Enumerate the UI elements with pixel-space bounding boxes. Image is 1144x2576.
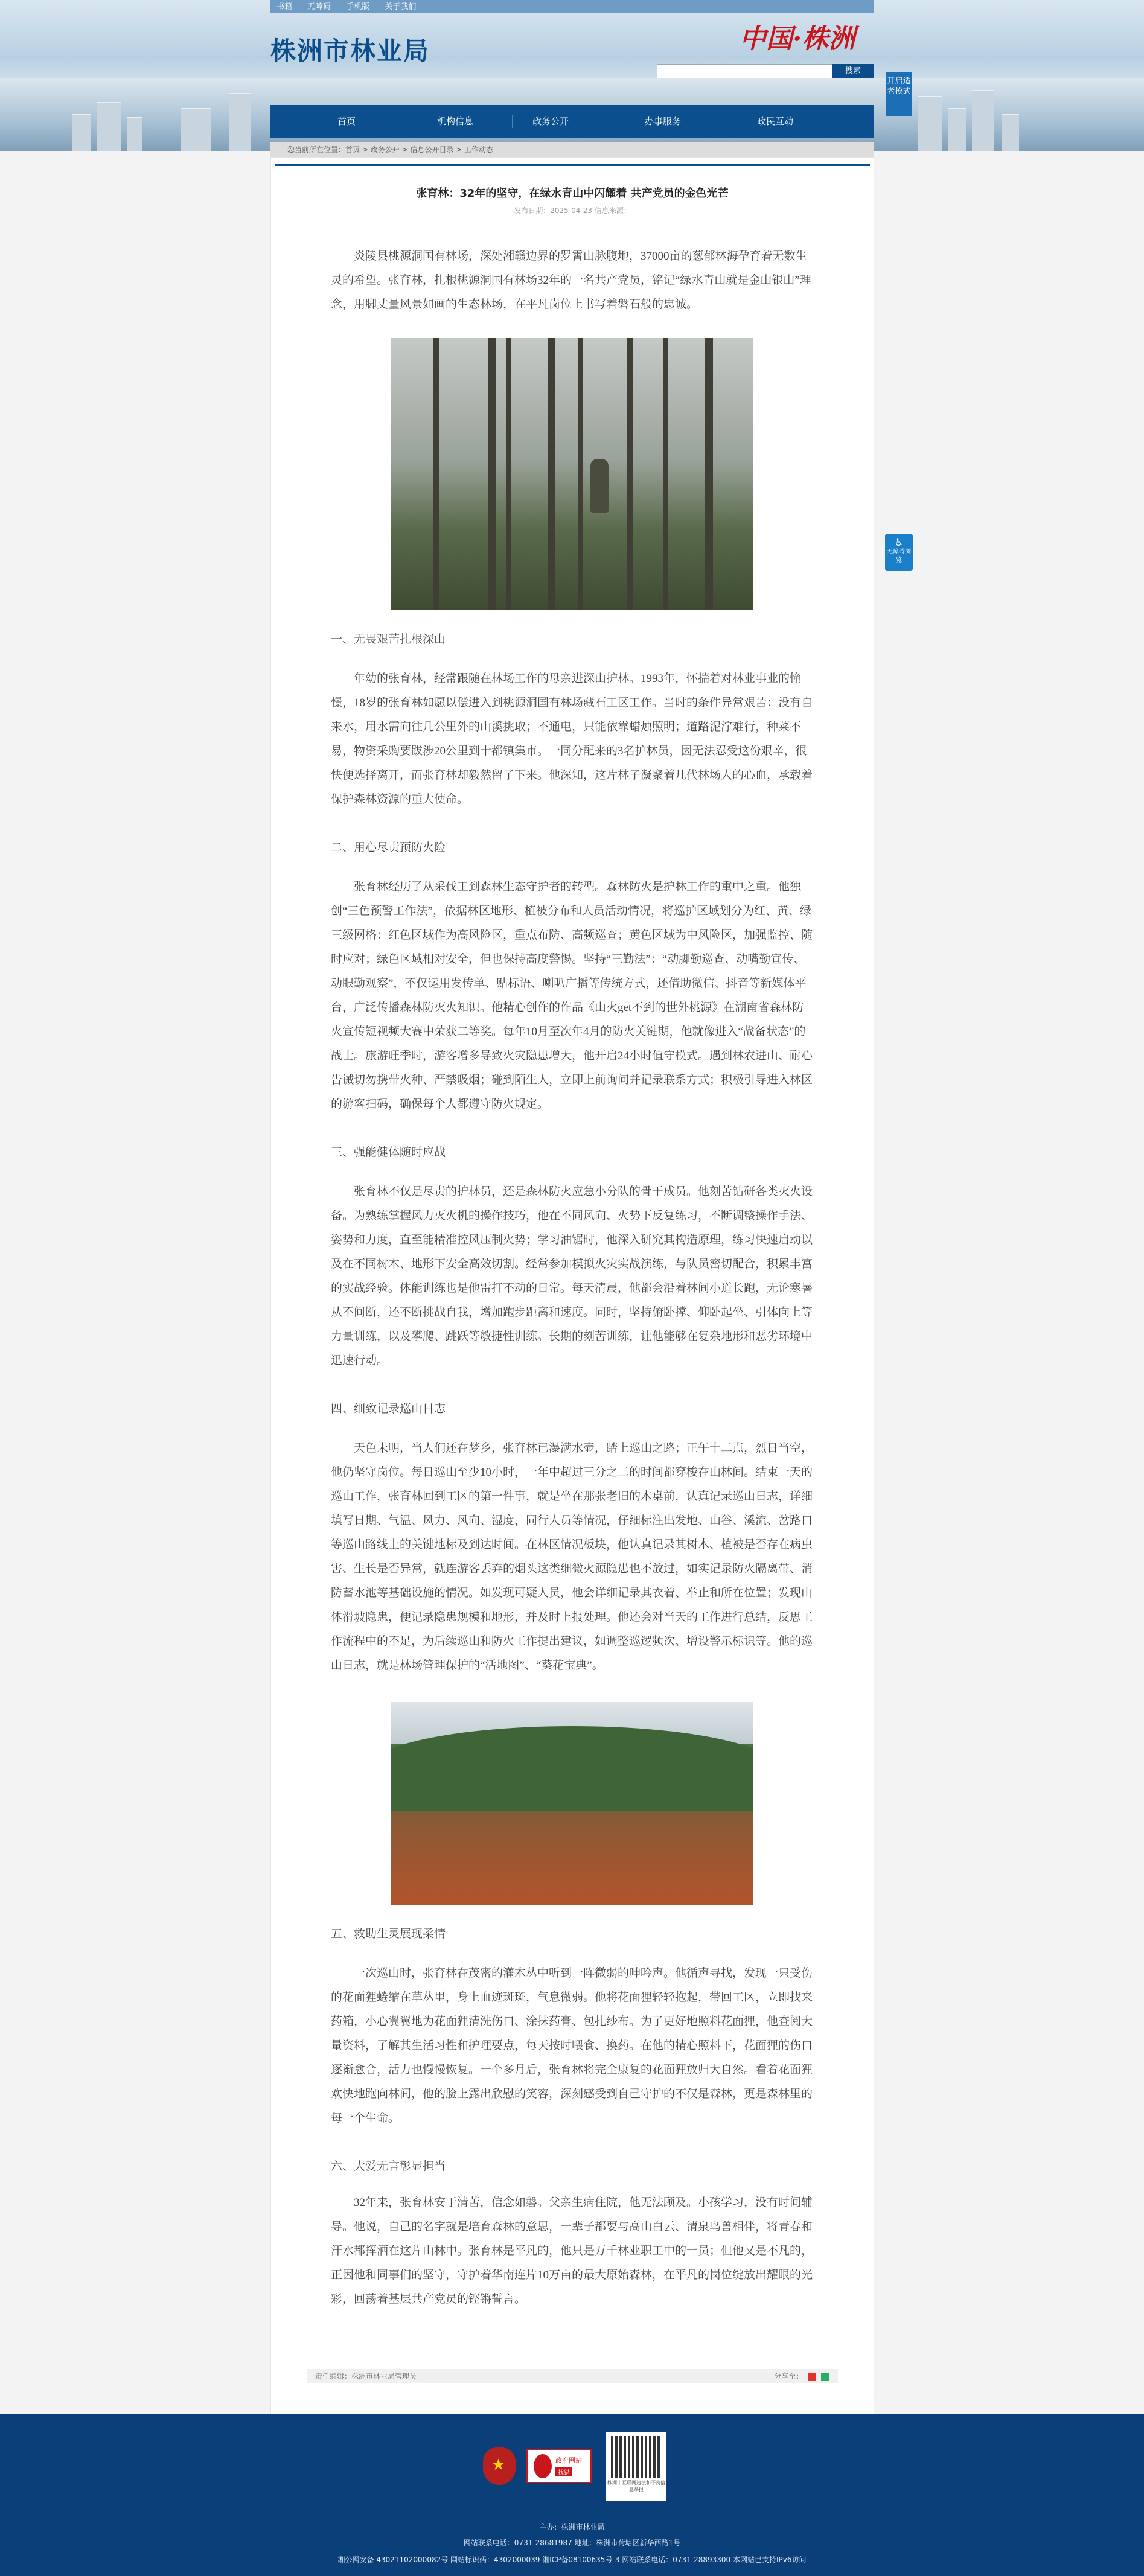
section-body: 天色未明，当人们还在梦乡，张育林已瀑满水壶，踏上巡山之路；正午十二点，烈日当空，他仍坚守岗位。每日巡山至少10小时，一年中超过三分之二的时间都穿梭在山林间。结束一天的巡山工作，张育林回到工区的第一件事，就是坐在那张老旧的木桌前，认真记录巡山日志，详细填写日期、气温、风力、风向、湿度，同行人员等情况，仔细标注出发地、山谷、溪流、岔路口等巡山路线上的关键地标及到达时间。在林区情况板块，他认真记录其树木、植被是否存在病虫害、生长是否异常，就连游客丢弃的烟头这类细微火源隐患也不放过，如实记录防火隔离带、消防蓄水池等基础设施的情况。如发现可疑人员，他会详细记录其衣着、举止和所在位置；发现山体滑坡隐患，便记录隐患规模和地形，并及时上报处理。他还会对当天的工作进行总结，反思工作流程中的不足，为后续巡山和防火工作提出建议，如调整巡逻频次、增设警示标识等。他的巡山日志，就是林场管理保护的“活地图”、“葵花宝典”。 [331, 1442, 813, 1672]
section-heading: 一、无畏艰苦扎根深山 [331, 633, 446, 646]
weibo-icon[interactable] [808, 2373, 816, 2381]
section-heading: 四、细致记录巡山日志 [331, 1403, 446, 1415]
top-link[interactable]: 关于我们 [385, 2, 417, 11]
section-heading: 五、救助生灵展现柔情 [331, 1928, 446, 1940]
footer-host: 主办：株洲市林业局 [539, 2523, 605, 2531]
article-meta: 发布日期：2025-04-23 信息来源： [514, 206, 631, 215]
footer-record[interactable]: 湘公网安备 43021102000082号 网站标识码：4302000039 湘ICP备08100635号-3 网站联系电话：0731-28893300 本网站已支持IPv6访问 [337, 2555, 807, 2564]
gov-badge-icon [534, 2454, 552, 2478]
gov-badge-sublabel: 找错 [555, 2467, 572, 2476]
article-title: 张育林：32年的坚守，在绿水青山中闪耀着 共产党员的金色光芒 [416, 187, 729, 200]
article-intro: 炎陵县桃源洞国有林场，深处湘赣边界的罗霄山脉腹地，37000亩的葱郁林海孕育着无数生灵的希望。张育林，扎根桃源洞国有林场32年的一名共产党员，铭记“绿水青山就是金山银山”理念，用脚丈量风景如画的生态林场，在平凡岗位上书写着磐石般的忠诚。 [331, 250, 811, 311]
report-qr-code[interactable] [606, 2432, 666, 2501]
breadcrumb-text[interactable]: 您当前所在位置：首页 > 政务公开 > 信息公开目录 > 工作动态 [287, 145, 494, 154]
nav-item-interaction[interactable]: 政民互动 [756, 116, 793, 127]
footer-contact: 网站联系电话：0731-28681987 地址：株洲市荷塘区新华西路1号 [463, 2539, 681, 2547]
wechat-icon[interactable] [821, 2373, 829, 2381]
section-heading: 三、强能健体随时应战 [331, 1146, 446, 1159]
search-input[interactable] [657, 64, 833, 80]
accessibility-badge[interactable] [885, 534, 913, 571]
forest-photo [391, 338, 753, 610]
section-body: 张育林经历了从采伐工到森林生态守护者的转型。森林防火是护林工作的重中之重。他独创“三色预警工作法”，依据林区地形、植被分布和人员活动情况，将巡护区域划分为红、黄、绿三级网格：红色区域作为高风险区，重点布防、高频巡查；黄色区域为中风险区，加强监控、随时应对；绿色区域相对安全，但也保持高度警惕。坚持“三勤法”：“动脚勤巡查、动嘴勤宣传、动眼勤观察”，不仅运用发传单、贴标语、喇叭广播等传统方式，还借助微信、抖音等新媒体平台，广泛传播森林防灭火知识。他精心创作的作品《山火get不到的世外桃源》在湖南省森林防火宣传短视频大赛中荣获二等奖。每年10月至次年4月的防火关键期，他就像进入“战备状态”的战士。旅游旺季时，游客增多导致火灾隐患增大，他开启24小时值守模式。遇到林农进山、耐心告诫切勿携带火种、严禁吸烟；碰到陌生人，立即上前询问并记录联系方式；积极引导进入林区的游客扫码，确保每个人都遵守防火规定。 [331, 881, 813, 1111]
section-heading: 六、大爱无言彰显担当 [331, 2160, 446, 2173]
share-label: 分享至： [774, 2372, 804, 2380]
section-heading: 二、用心尽责预防火险 [331, 841, 446, 854]
editor-label: 责任编辑：株洲市林业局管理员 [315, 2372, 417, 2380]
main-nav [270, 105, 874, 138]
editor-bar [307, 2369, 838, 2383]
qr-caption: 株洲市互联网违法和不良信息举报 [607, 2480, 665, 2492]
nav-item-services[interactable]: 办事服务 [644, 116, 681, 127]
section-body: 张育林不仅是尽责的护林员，还是森林防火应急小分队的骨干成员。他刻苦钻研各类灭火设备。为熟练掌握风力灭火机的操作技巧，他在不同风向、火势下反复练习，不断调整操作手法、姿势和力度，直至能精准控风压制火势；学习油锯时，他深入研究其构造原理，练习快速启动以及在不同树木、地形下安全高效切割。经常参加模拟火灾实战演练，与队员密切配合，积累丰富的实战经验。体能训练也是他雷打不动的日常。每天清晨，他都会沿着林间小道长跑，无论寒暑从不间断，还不断挑战自我，增加跑步距离和速度。同时，坚持俯卧撑、仰卧起坐、引体向上等力量训练，以及攀爬、跳跃等敏捷性训练。长期的刻苦训练，让他能够在复杂地形和恶劣环境中迅速行动。 [331, 1185, 813, 1367]
gov-badge-label: 政府网站 [555, 2456, 582, 2464]
police-emblem-icon[interactable]: ★ [483, 2447, 516, 2485]
gov-site-error-badge[interactable] [526, 2449, 592, 2483]
top-utility-bar [270, 0, 874, 13]
accessibility-label: 无障碍浏览 [887, 549, 911, 564]
panel-accent-line [275, 164, 870, 166]
top-link[interactable]: 无障碍 [307, 2, 331, 11]
qr-code-icon [611, 2436, 662, 2478]
brand-logo: 中国·株洲 [740, 24, 855, 54]
section-body: 年幼的张育林，经常跟随在林场工作的母亲进深山护林。1993年，怀揣着对林业事业的憧憬，18岁的张育林如愿以偿进入到桃源洞国有林场藏石工区工作。当时的条件异常艰苦：没有自来水，用水需向往几公里外的山溪挑取；不通电，只能依靠蜡烛照明；道路泥泞难行，种菜不易，物资采购要跋涉20公里到十都镇集市。一同分配来的3名护林员，因无法忍受这份艰辛，很快便选择离开，而张育林却毅然留了下来。他深知，这片林子凝聚着几代林场人的心血，承载着保护森林资源的重大使命。 [331, 672, 813, 806]
accessibility-icon: ♿ [894, 537, 904, 548]
nav-item-gov[interactable]: 政务公开 [532, 116, 569, 127]
site-logo[interactable]: 株洲市林业局 [270, 36, 430, 66]
nav-item-home[interactable]: 首页 [337, 116, 356, 127]
share-bar [774, 2369, 829, 2383]
breadcrumb [270, 142, 874, 157]
nav-item-org[interactable]: 机构信息 [436, 116, 473, 127]
top-link[interactable]: 手机版 [346, 2, 370, 11]
search-button[interactable]: 搜索 [832, 64, 874, 78]
top-link[interactable]: 书籍 [276, 2, 293, 11]
section-body: 32年来，张育林安于清苦，信念如磐。父亲生病住院，他无法顾及。小孩学习，没有时间辅导。他说，自己的名字就是培育森林的意思，一辈子都要与高山白云、清泉鸟兽相伴，将青春和汗水都挥洒在这片山林中。张育林是平凡的，他只是万千林业职工中的一员；但他又是不凡的，正因他和同事们的坚守，守护着华南连片10万亩的最大原始森林，在平凡的岗位绽放出耀眼的光彩，回荡着基层共产党员的铿锵誓言。 [331, 2196, 813, 2306]
footer [0, 2414, 1144, 2576]
section-body: 一次巡山时，张育林在茂密的灌木丛中听到一阵微弱的呻吟声。他循声寻找，发现一只受伤的花面狸蜷缩在草丛里，身上血迹斑斑，气息微弱。他将花面狸轻轻抱起，带回工区，立即找来药箱，小心翼翼地为花面狸清洗伤口、涂抹药膏、包扎纱布。为了更好地照料花面狸，他查阅大量资料，了解其生活习性和护理要点，每天按时喂食、换药。在他的精心照料下，花面狸的伤口逐渐愈合，活力也慢慢恢复。一个多月后，张育林将完全康复的花面狸放归大自然。看着花面狸欢快地跑向林间，他的脸上露出欣慰的笑容，深刻感受到自己守护的不仅是森林，更是森林里的每一个生命。 [331, 1967, 813, 2125]
mountain-forest-photo [391, 1702, 753, 1905]
elderly-mode-button[interactable]: 开启适老模式 [886, 72, 912, 116]
